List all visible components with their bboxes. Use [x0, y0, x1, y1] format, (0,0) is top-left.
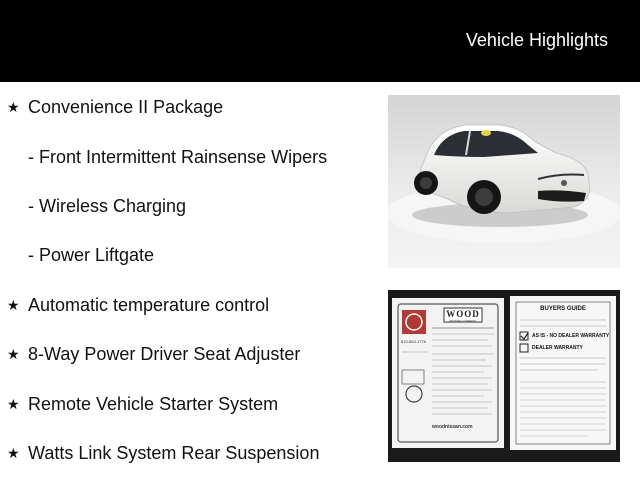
- as-is-label: AS IS - NO DEALER WARRANTY: [532, 333, 610, 339]
- star-icon: ★: [7, 98, 20, 115]
- car-illustration: [388, 95, 620, 268]
- feature-text: Remote Vehicle Starter System: [28, 393, 279, 414]
- dealer-phone: 870-863-1776: [401, 339, 426, 344]
- dealer-subtitle: MOTOR COMPANY: [449, 319, 477, 323]
- header-bar: [0, 0, 640, 82]
- dealer-logo: WOOD: [446, 309, 480, 319]
- feature-text: - Front Intermittent Rainsense Wipers: [28, 146, 328, 167]
- buyers-guide-title: BUYERS GUIDE: [540, 306, 586, 312]
- sticker-illustration: [388, 290, 620, 462]
- star-icon: ★: [7, 296, 20, 313]
- feature-text: Convenience II Package: [28, 96, 224, 117]
- dealer-website: woodnissan.com: [432, 424, 473, 430]
- star-icon: ★: [7, 444, 20, 461]
- vehicle-photo: [388, 95, 620, 268]
- window-sticker-photo: [388, 290, 620, 462]
- page-title: Vehicle Highlights: [465, 30, 608, 50]
- feature-text: 8-Way Power Driver Seat Adjuster: [28, 343, 301, 364]
- dealer-warranty-label: DEALER WARRANTY: [532, 345, 583, 351]
- feature-text: - Wireless Charging: [28, 195, 187, 216]
- star-icon: ★: [7, 345, 20, 362]
- feature-text: - Power Liftgate: [28, 244, 155, 265]
- feature-text: Watts Link System Rear Suspension: [28, 442, 320, 463]
- feature-text: Automatic temperature control: [28, 294, 270, 315]
- star-icon: ★: [7, 395, 20, 412]
